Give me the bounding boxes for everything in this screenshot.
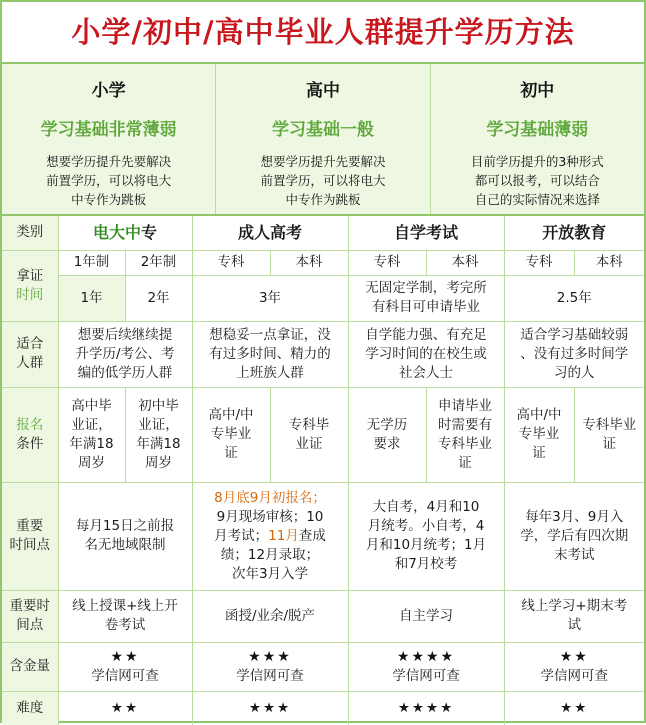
- text-line: 线上授课+线上开: [72, 598, 178, 614]
- row-mode: [2, 590, 644, 642]
- value-cell: [192, 642, 348, 691]
- text-line: 年满18: [69, 435, 114, 452]
- subtype-cell: 专科: [348, 250, 426, 275]
- text-line: 学习时间的在校生或: [365, 345, 487, 362]
- education-level-panel: [2, 64, 644, 216]
- time-cell: 2.5年: [504, 275, 644, 321]
- subtype-cell: 专科: [192, 250, 270, 275]
- star-rating: ★★: [559, 648, 589, 665]
- text-line: 专毕业: [518, 426, 560, 442]
- requirement-cell: [125, 387, 192, 482]
- level-name: 高中: [305, 81, 340, 101]
- text-line: 绩；12月录取；: [220, 546, 320, 563]
- level-description: [451, 152, 624, 209]
- category-chengkao: 成人高考: [192, 216, 348, 250]
- text-line: 升学历/考公、考: [75, 345, 175, 362]
- text-line: 、没有过多时间学: [520, 345, 629, 362]
- level-basis: 学习基础薄弱: [486, 120, 589, 140]
- text-line: 无学历: [366, 416, 408, 433]
- text-line: 周岁: [145, 454, 172, 471]
- row-label: [2, 387, 58, 482]
- text-line: 专科毕业: [582, 416, 637, 433]
- label-line: 拿证: [16, 267, 44, 284]
- text-line: 想稳妥一点拿证，没: [209, 326, 331, 343]
- requirement-cell: [58, 387, 125, 482]
- text-line: 名无地域限制: [84, 537, 166, 553]
- level-description: [22, 152, 195, 209]
- text-line: 自学能力强、有充足: [365, 326, 487, 343]
- level-high-school: [216, 64, 430, 214]
- comparison-table: [2, 216, 644, 725]
- subtype-cell: 专科: [504, 250, 574, 275]
- row-time: [2, 275, 644, 321]
- category-dianda: [58, 216, 192, 250]
- verification-note: 学信网可查: [540, 667, 609, 684]
- text-line: 试: [567, 617, 582, 633]
- mode-cell: [58, 590, 192, 642]
- text-line: 次年3月入学: [231, 565, 309, 582]
- crowd-cell: [192, 321, 348, 387]
- text-line: 无固定学制，考完所: [365, 280, 487, 296]
- text-line: 业证，: [138, 416, 179, 433]
- text-line: 专科毕业: [438, 435, 493, 452]
- value-cell: [58, 642, 192, 691]
- text-line: 业证: [295, 435, 323, 452]
- verification-note: 学信网可查: [392, 667, 460, 684]
- row-label: [2, 250, 58, 321]
- text-line: 每年3月、9月入: [525, 508, 624, 525]
- row-label: [2, 321, 58, 387]
- label-line: 条件: [16, 435, 44, 452]
- row-label: 重要时间点: [2, 590, 58, 642]
- text-line: 学，学后有四次期: [520, 527, 629, 544]
- mode-cell: 自主学习: [348, 590, 504, 642]
- text-line: 业证，: [71, 416, 112, 433]
- text-fragment: 查成: [298, 527, 326, 544]
- level-name: 小学: [91, 81, 126, 101]
- label-line: 报名: [16, 416, 44, 433]
- level-description: [236, 152, 409, 209]
- category-rest: 专: [141, 223, 158, 243]
- text-line: 月和10月统考；1月: [365, 537, 487, 553]
- desc-line: 都可以报考，可以结合: [474, 173, 600, 188]
- text-fragment: 11月: [268, 527, 299, 544]
- desc-line: 自己的实际情况来选择: [474, 192, 600, 207]
- text-line: 编的低学历人群: [77, 364, 173, 381]
- text-line: 证: [224, 445, 238, 461]
- difficulty-stars: ★★: [504, 691, 644, 725]
- requirement-cell: [270, 387, 348, 482]
- text-line: 高中/中: [208, 407, 254, 423]
- text-line: 适合学习基础较弱: [520, 326, 629, 343]
- text-line: 证: [532, 445, 546, 461]
- row-crowd: [2, 321, 644, 387]
- row-category: [2, 216, 644, 250]
- category-kaifang: 开放教育: [504, 216, 644, 250]
- requirement-cell: [348, 387, 426, 482]
- text-line: 有过多时间、精力的: [209, 345, 331, 362]
- crowd-cell: [58, 321, 192, 387]
- label-line: 时间点: [9, 537, 50, 553]
- time-cell: 1年: [58, 275, 125, 321]
- difficulty-stars: ★★★★: [348, 691, 504, 725]
- dates-cell: [348, 482, 504, 590]
- level-junior: [431, 64, 644, 214]
- row-subtype: [2, 250, 644, 275]
- text-line: 专毕业: [210, 426, 252, 442]
- desc-line: 想要学历提升先要解决: [260, 154, 386, 169]
- desc-line: 想要学历提升先要解决: [46, 154, 172, 169]
- dates-cell: [192, 482, 348, 590]
- text-fragment: 月考试；: [214, 527, 269, 544]
- text-line: 8月底9月初报名；: [214, 489, 326, 506]
- text-line: 高中毕: [71, 397, 112, 414]
- text-line: 线上学习+期末考: [521, 598, 628, 614]
- page-title: 小学/初中/高中毕业人群提升学历方法: [2, 2, 644, 64]
- crowd-cell: [348, 321, 504, 387]
- subtype-cell: 本科: [426, 250, 504, 275]
- category-zikao: 自学考试: [348, 216, 504, 250]
- value-cell: [348, 642, 504, 691]
- subtype-cell: 1年制: [58, 250, 125, 275]
- time-cell: 2年: [125, 275, 192, 321]
- verification-note: 学信网可查: [236, 667, 304, 684]
- requirement-cell: [192, 387, 270, 482]
- text-line: 年满18: [136, 435, 181, 452]
- value-cell: [504, 642, 644, 691]
- row-label: 含金量: [2, 642, 58, 691]
- time-cell: 3年: [192, 275, 348, 321]
- mode-cell: 函授/业余/脱产: [192, 590, 348, 642]
- text-line: 周岁: [78, 454, 105, 471]
- text-line: 9月现场审核；10: [216, 508, 324, 525]
- star-rating: ★★★: [248, 648, 292, 665]
- desc-line: 前置学历，可以将电大: [260, 173, 386, 188]
- text-line: 专科毕: [288, 416, 330, 433]
- text-line: 申请毕业: [438, 397, 493, 414]
- row-value: [2, 642, 644, 691]
- level-basis: 学习基础一般: [271, 120, 374, 140]
- row-label: [2, 482, 58, 590]
- text-line: 证: [458, 454, 472, 471]
- text-line: 和7月校考: [394, 556, 458, 572]
- time-cell: [348, 275, 504, 321]
- desc-line: 中专作为跳板: [285, 192, 361, 207]
- label-line: 时间: [16, 286, 44, 303]
- text-line: 卷考试: [104, 617, 146, 633]
- text-line: [196, 527, 345, 546]
- level-name: 初中: [520, 81, 555, 101]
- difficulty-stars: ★★★: [192, 691, 348, 725]
- text-line: 证: [602, 435, 617, 452]
- mode-cell: [504, 590, 644, 642]
- subtype-cell: 2年制: [125, 250, 192, 275]
- label-line: 适合: [16, 336, 44, 352]
- label-line: 人群: [16, 355, 44, 371]
- row-requirements: [2, 387, 644, 482]
- desc-line: 前置学历，可以将电大: [46, 173, 172, 188]
- crowd-cell: [504, 321, 644, 387]
- row-difficulty: [2, 691, 644, 725]
- text-line: 有科目可申请毕业: [372, 299, 481, 315]
- difficulty-stars: ★★: [58, 691, 192, 725]
- star-rating: ★★★★: [396, 648, 456, 665]
- subtype-cell: 本科: [270, 250, 348, 275]
- text-line: 初中毕: [138, 397, 179, 414]
- row-dates: [2, 482, 644, 590]
- requirement-cell: [504, 387, 574, 482]
- requirement-cell: [574, 387, 644, 482]
- dates-cell: [504, 482, 644, 590]
- requirement-cell: [426, 387, 504, 482]
- text-line: 要求: [373, 435, 401, 452]
- level-basis: 学习基础非常薄弱: [40, 120, 177, 140]
- level-primary: [2, 64, 216, 214]
- text-line: 上班族人群: [236, 364, 304, 381]
- text-line: 每月15日之前报: [75, 518, 175, 534]
- text-line: 末考试: [554, 546, 595, 563]
- row-label: 难度: [2, 691, 58, 725]
- text-line: 大自考，4月和10: [372, 499, 480, 515]
- text-line: 时需要有: [438, 416, 493, 433]
- verification-note: 学信网可查: [91, 667, 159, 684]
- text-line: 想要后续继续提: [77, 326, 173, 343]
- text-line: 高中/中: [516, 407, 562, 423]
- star-rating: ★★: [110, 648, 140, 665]
- desc-line: 中专作为跳板: [71, 192, 147, 207]
- text-line: 月统考。小自考，4: [367, 518, 485, 534]
- row-label: 类别: [2, 216, 58, 250]
- subtype-cell: 本科: [574, 250, 644, 275]
- label-line: 重要: [16, 518, 44, 534]
- desc-line: 目前学历提升的3种形式: [470, 154, 604, 169]
- dates-cell: [58, 482, 192, 590]
- text-line: 社会人士: [399, 364, 454, 381]
- text-line: 习的人: [554, 364, 595, 381]
- category-highlight: 电大中: [92, 223, 141, 243]
